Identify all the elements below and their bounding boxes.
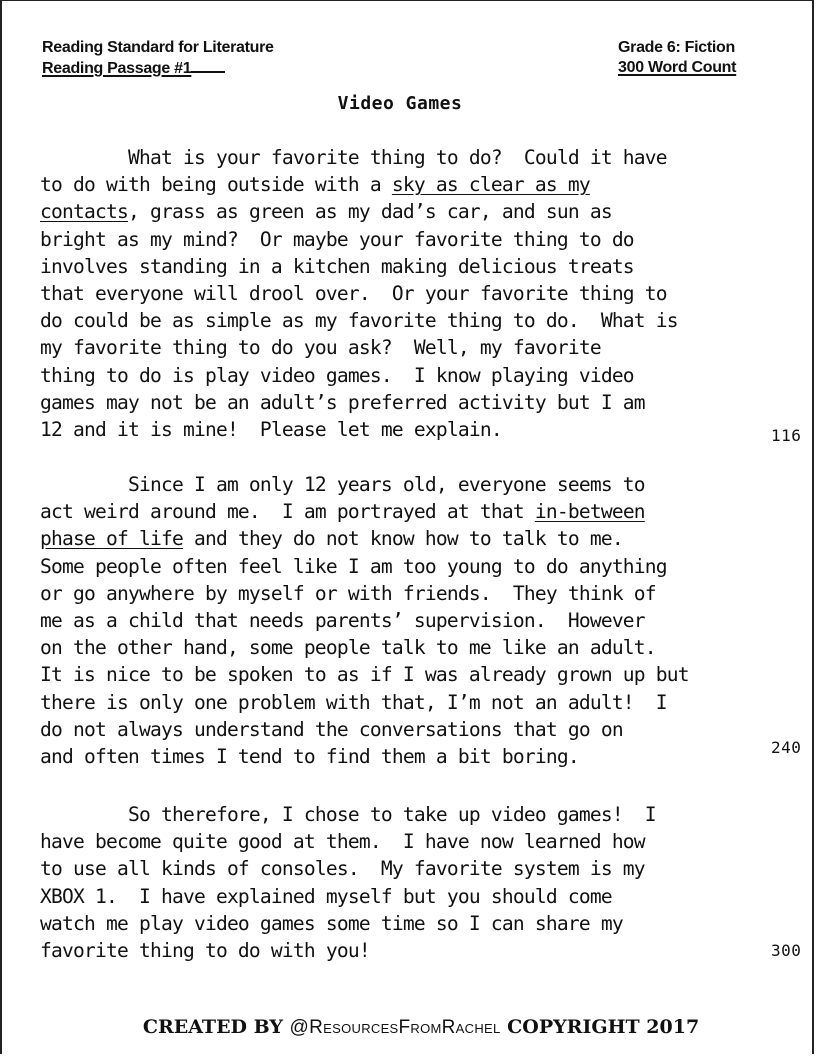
text-segment: games may not be an adult’s preferred activity but I am <box>40 390 645 414</box>
text-line <box>40 553 770 580</box>
word-count-marker-3: 300 <box>771 941 802 960</box>
text-segment: thing to do is play video games. I know playing video <box>40 363 634 387</box>
text-line <box>40 910 770 937</box>
created-by-label: CREATED BY <box>142 1016 290 1038</box>
text-line <box>40 855 770 882</box>
footer-credit <box>0 1016 816 1039</box>
text-line <box>40 689 770 716</box>
word-count-marker-1: 116 <box>771 426 802 445</box>
text-line <box>40 471 770 498</box>
text-segment: to do with being outside with a <box>40 173 392 197</box>
text-line <box>40 334 770 361</box>
text-segment: 12 and it is mine! Please let me explain. <box>40 417 502 441</box>
standard-label: Reading Standard for Literature <box>42 39 274 56</box>
text-segment: It is nice to be spoken to as if I was already grown up but <box>40 663 689 687</box>
paragraph-2 <box>40 471 770 770</box>
text-line <box>40 661 770 688</box>
text-segment: that everyone will drool over. Or your favorite thing to <box>40 281 667 305</box>
text-segment: So therefore, I chose to take up video games! I <box>40 803 656 826</box>
text-segment: have become quite good at them. I have now learned how <box>40 830 645 854</box>
text-segment: me as a child that needs parents’ supervision. However <box>40 608 645 632</box>
passage-number-blank <box>191 58 225 73</box>
text-segment: bright as my mind? Or maybe your favorite thing to do <box>40 227 634 251</box>
text-segment: do not always understand the conversations that go on <box>40 717 623 741</box>
word-count-label: 300 Word Count <box>618 59 737 76</box>
word-count-marker-2: 240 <box>771 738 802 757</box>
text-segment: , grass as green as my dad’s car, and sun as <box>127 200 612 224</box>
paragraph-1 <box>40 144 770 443</box>
text-segment: there is only one problem with that, I’m not an adult! I <box>40 690 667 714</box>
underlined-phrase: in-between <box>534 500 645 524</box>
underlined-phrase: contacts <box>40 200 128 224</box>
text-line <box>40 883 770 910</box>
text-line <box>40 198 770 225</box>
text-segment: to use all kinds of consoles. My favorite system is my <box>40 857 645 881</box>
text-line <box>40 525 770 552</box>
header-left <box>42 38 274 79</box>
text-line <box>40 801 770 828</box>
text-line <box>40 416 770 443</box>
text-line <box>40 607 770 634</box>
author-handle: @ResourcesFromRachel <box>289 1017 501 1038</box>
text-line <box>40 580 770 607</box>
underlined-phrase: sky as clear as my <box>391 173 590 197</box>
text-line <box>40 389 770 416</box>
text-segment: my favorite thing to do you ask? Well, my favorite <box>40 336 601 360</box>
text-segment: and often times I tend to find them a bit boring. <box>40 744 579 768</box>
passage-number-label: Reading Passage #1 <box>42 58 274 79</box>
text-line <box>40 171 770 198</box>
text-line <box>40 937 770 964</box>
text-line <box>40 828 770 855</box>
header-right <box>618 38 736 78</box>
text-segment: Some people often feel like I am too young to do anything <box>40 554 667 578</box>
text-segment: Since I am only 12 years old, everyone seems to <box>40 473 645 496</box>
text-segment: on the other hand, some people talk to me like an adult. <box>40 636 656 660</box>
passage-title: Video Games <box>337 93 463 114</box>
text-line <box>40 634 770 661</box>
copyright-label: COPYRIGHT 2017 <box>500 1016 700 1038</box>
text-line <box>40 362 770 389</box>
text-segment: or go anywhere by myself or with friends. They think of <box>40 581 656 605</box>
text-line <box>40 743 770 770</box>
text-line <box>40 280 770 307</box>
grade-label: Grade 6: Fiction <box>618 39 735 56</box>
text-line <box>40 226 770 253</box>
text-line <box>40 498 770 525</box>
text-line <box>40 144 770 171</box>
text-line <box>40 307 770 334</box>
text-segment: What is your favorite thing to do? Could it have <box>40 146 667 169</box>
text-segment: involves standing in a kitchen making delicious treats <box>40 254 634 278</box>
text-segment: XBOX 1. I have explained myself but you should come <box>40 884 612 908</box>
text-segment: favorite thing to do with you! <box>40 938 370 962</box>
text-line <box>40 253 770 280</box>
text-segment: and they do not know how to talk to me. <box>182 527 623 551</box>
text-segment: do could be as simple as my favorite thing to do. What is <box>40 309 678 333</box>
text-segment: act weird around me. I am portrayed at that <box>40 500 535 524</box>
text-line <box>40 716 770 743</box>
paragraph-3 <box>40 801 770 964</box>
underlined-phrase: phase of life <box>40 527 183 551</box>
text-segment: watch me play video games some time so I can share my <box>40 911 623 935</box>
